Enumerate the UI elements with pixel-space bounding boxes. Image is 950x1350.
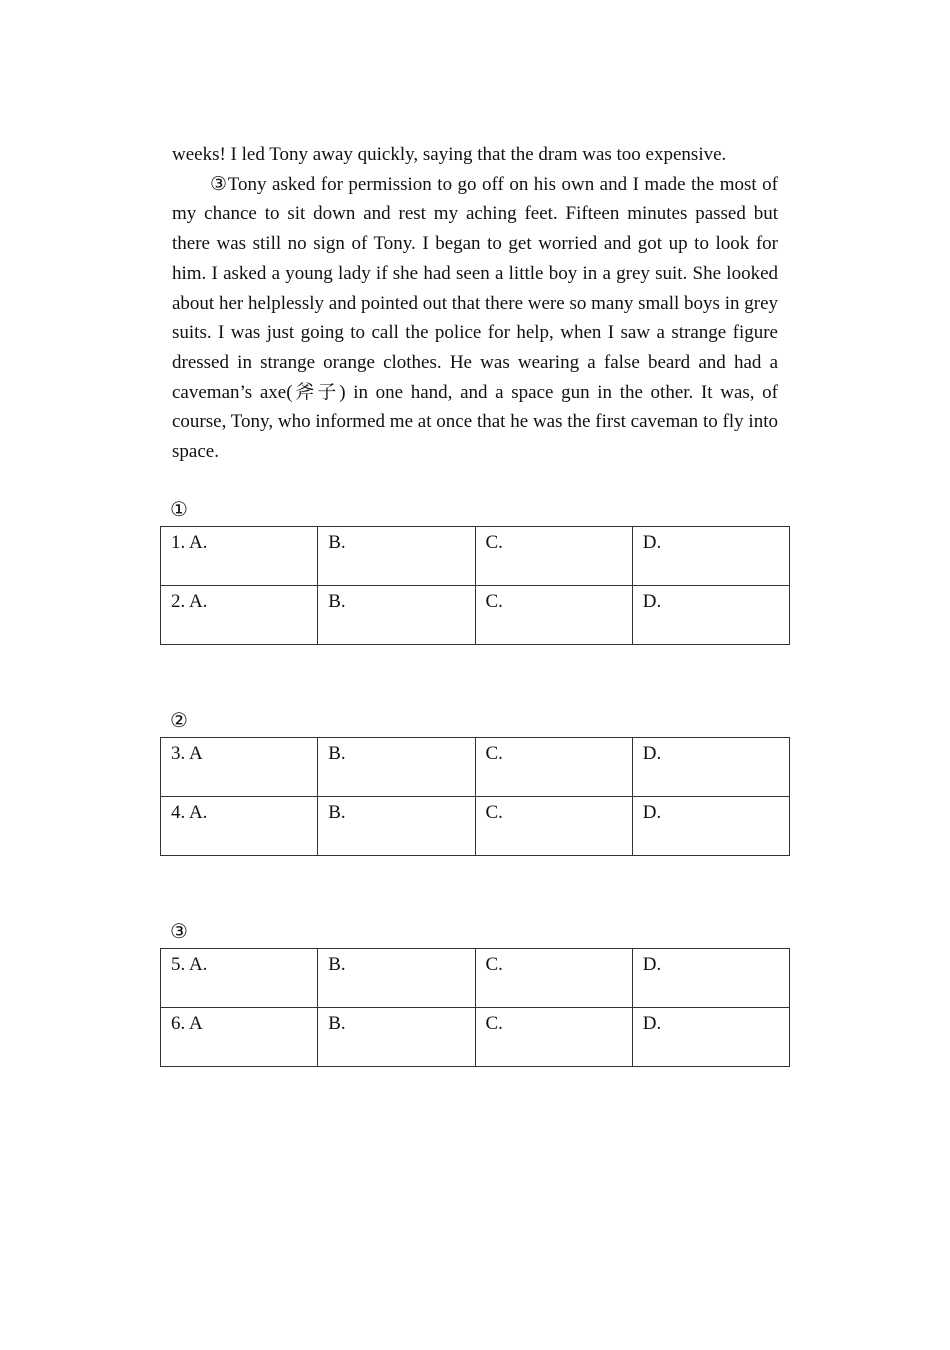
answer-table-1 <box>160 526 790 645</box>
answer-cell[interactable]: 1. A. <box>161 527 318 586</box>
answer-cell[interactable]: B. <box>318 949 475 1008</box>
table-row <box>161 949 790 1008</box>
table-row <box>161 586 790 645</box>
passage-paragraph-1: weeks! I led Tony away quickly, saying that the dram was too expensive. <box>172 144 727 165</box>
reading-passage <box>172 140 778 467</box>
answer-cell[interactable]: 3. A <box>161 738 318 797</box>
table-row <box>161 527 790 586</box>
table-row <box>161 1008 790 1067</box>
table-row <box>161 738 790 797</box>
answer-cell[interactable]: D. <box>632 949 789 1008</box>
answer-cell[interactable]: D. <box>632 738 789 797</box>
answer-cell[interactable]: B. <box>318 1008 475 1067</box>
answer-cell[interactable]: B. <box>318 797 475 856</box>
table-row <box>161 797 790 856</box>
answer-table-3 <box>160 948 790 1067</box>
answer-cell[interactable]: C. <box>475 586 632 645</box>
section-marker-3: ③ <box>170 921 188 943</box>
passage-paragraph-2: ③Tony asked for permission to go off on his own and I made the most of my chance to sit down and rest my aching feet. Fifteen minutes passed but there was still no sign of Tony. I began to get worried and got up to look for him. I asked a young lady if she had seen a little boy in a grey suit. She looked about her helplessly and pointed out that there were so many small boys in grey suits. I was just going to call the police for help, when I saw a strange figure dressed in strange orange clothes. He was wearing a false beard and had a caveman’s axe(斧子) in one hand, and a space gun in the other. It was, of course, Tony, who informed me at once that he was the first caveman to fly into space. <box>172 173 778 463</box>
answer-cell[interactable]: C. <box>475 1008 632 1067</box>
answer-cell[interactable]: 4. A. <box>161 797 318 856</box>
answer-cell[interactable]: D. <box>632 797 789 856</box>
answer-cell[interactable]: D. <box>632 527 789 586</box>
answer-cell[interactable]: B. <box>318 586 475 645</box>
answer-cell[interactable]: D. <box>632 586 789 645</box>
answer-cell[interactable]: C. <box>475 797 632 856</box>
answer-cell[interactable]: D. <box>632 1008 789 1067</box>
answer-cell[interactable]: B. <box>318 738 475 797</box>
answer-table-2 <box>160 737 790 856</box>
answer-cell[interactable]: 6. A <box>161 1008 318 1067</box>
answer-cell[interactable]: C. <box>475 527 632 586</box>
answer-cell[interactable]: 5. A. <box>161 949 318 1008</box>
answer-cell[interactable]: B. <box>318 527 475 586</box>
section-marker-1: ① <box>170 499 188 521</box>
answer-cell[interactable]: 2. A. <box>161 586 318 645</box>
answer-cell[interactable]: C. <box>475 949 632 1008</box>
answer-cell[interactable]: C. <box>475 738 632 797</box>
section-marker-2: ② <box>170 710 188 732</box>
